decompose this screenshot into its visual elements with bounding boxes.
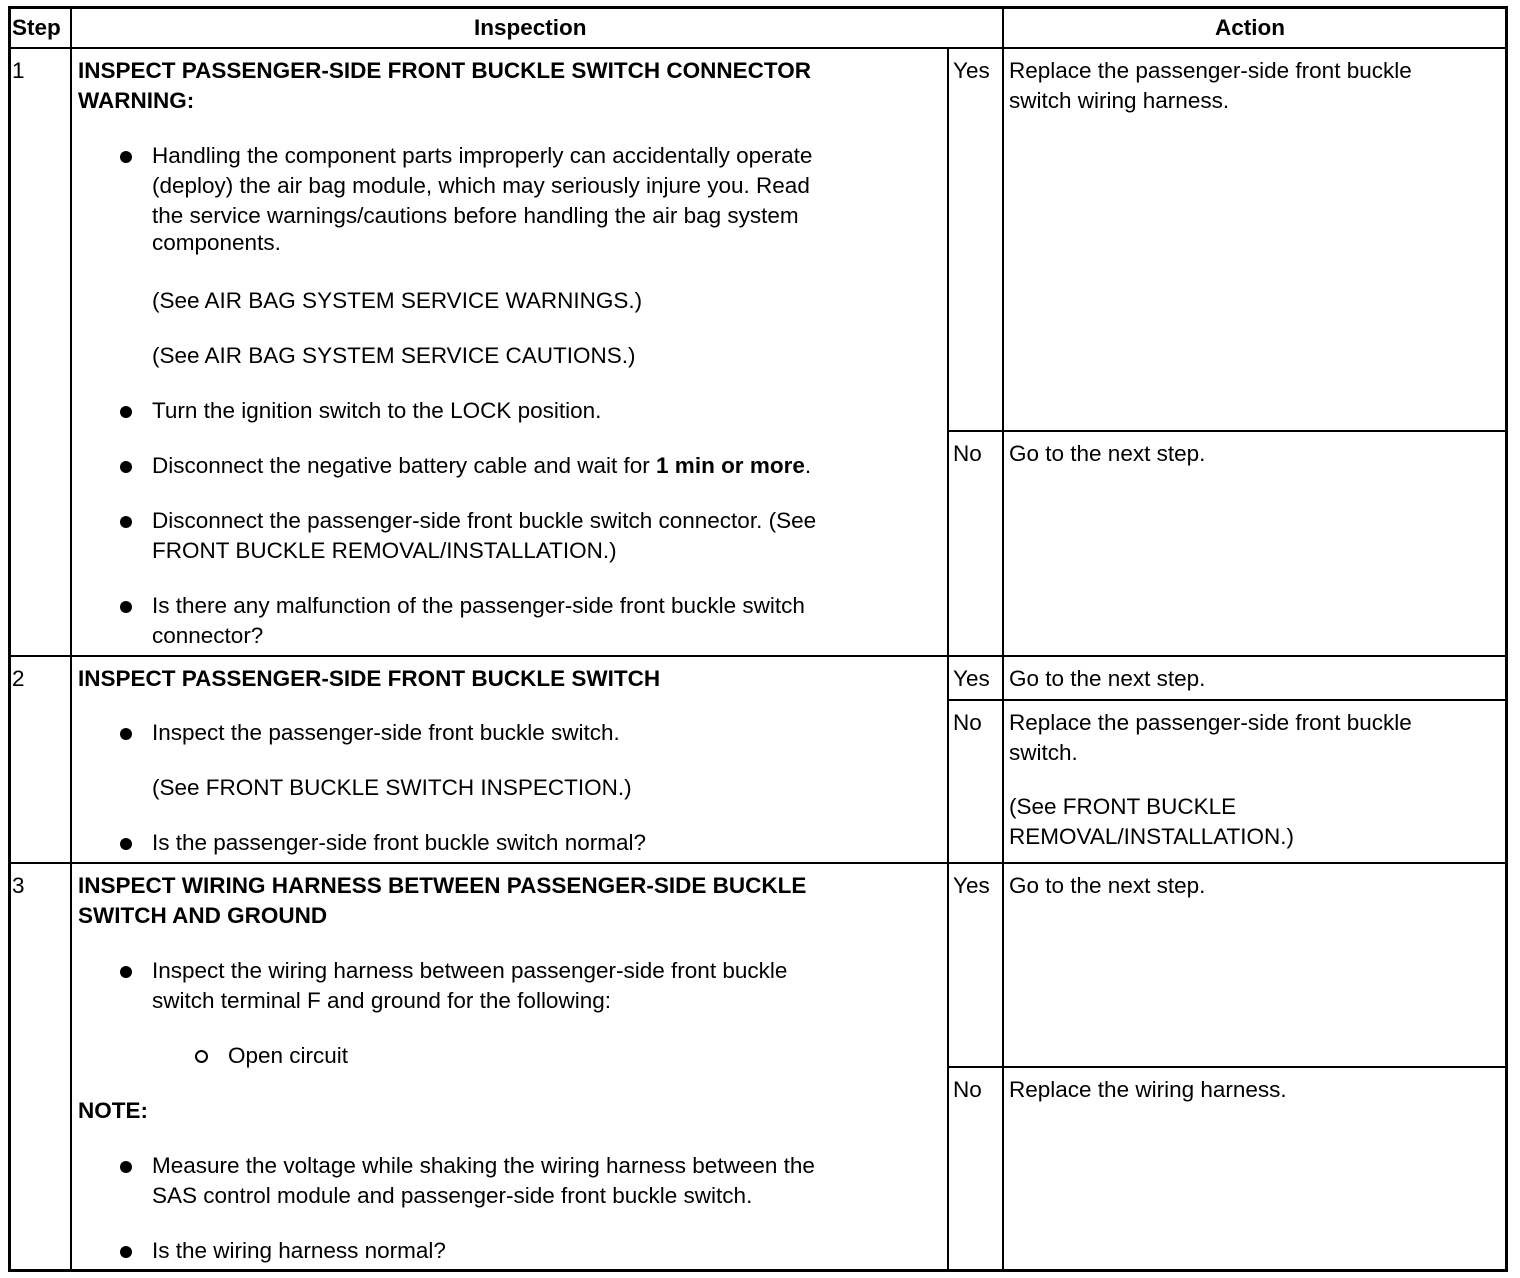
step3-title: SWITCH AND GROUND — [78, 903, 328, 928]
step2-question: Is the passenger-side front buckle switch normal? — [152, 830, 646, 855]
step1-no-label: No — [953, 441, 982, 466]
step1-warning-line: components. — [152, 230, 281, 255]
step2-title: INSPECT PASSENGER-SIDE FRONT BUCKLE SWITCH — [78, 666, 661, 691]
step1-yes-no-rule — [948, 430, 1508, 432]
step3-question: Is the wiring harness normal? — [152, 1238, 446, 1263]
step3-number: 3 — [12, 873, 25, 898]
bullet — [120, 516, 132, 528]
step2-no-action: REMOVAL/INSTALLATION.) — [1009, 824, 1295, 849]
step1-connector-instruction: FRONT BUCKLE REMOVAL/INSTALLATION.) — [152, 538, 617, 563]
step1-no-action: Go to the next step. — [1009, 441, 1206, 466]
step1-warning-line: Handling the component parts improperly can accidentally operate — [152, 143, 813, 168]
step1-warning-line: the service warnings/cautions before handling the air bag system — [152, 203, 799, 228]
sub-bullet — [195, 1050, 208, 1063]
action-column-rule — [1002, 6, 1004, 1272]
header-action: Action — [1215, 15, 1285, 40]
step2-no-action: switch. — [1009, 740, 1078, 765]
step2-see-inspection: (See FRONT BUCKLE SWITCH INSPECTION.) — [152, 775, 632, 800]
step2-number: 2 — [12, 666, 25, 691]
step2-yes-label: Yes — [953, 666, 990, 691]
bullet — [120, 151, 132, 163]
step1-battery-instruction — [152, 451, 811, 481]
bullet — [120, 966, 132, 978]
result-column-rule — [947, 48, 949, 1272]
step2-no-action: Replace the passenger-side front buckle — [1009, 710, 1412, 735]
step3-open-circuit: Open circuit — [228, 1043, 349, 1068]
step2-no-label: No — [953, 710, 982, 735]
step3-inspect-instruction: switch terminal F and ground for the following: — [152, 988, 611, 1013]
step1-ignition-instruction: Turn the ignition switch to the LOCK position. — [152, 398, 602, 423]
step2-no-action: (See FRONT BUCKLE — [1009, 794, 1237, 819]
bullet — [120, 406, 132, 418]
bullet — [120, 1246, 132, 1258]
step3-note-text: Measure the voltage while shaking the wiring harness between the — [152, 1153, 815, 1178]
step3-yes-label: Yes — [953, 873, 990, 898]
step3-no-action: Replace the wiring harness. — [1009, 1077, 1287, 1102]
header-step: Step — [12, 15, 61, 40]
step2-inspect-instruction: Inspect the passenger-side front buckle switch. — [152, 720, 620, 745]
bullet — [120, 601, 132, 613]
battery-period: . — [804, 453, 812, 478]
header-rule — [8, 47, 1508, 49]
bullet — [120, 461, 132, 473]
step3-note-text: SAS control module and passenger-side front buckle switch. — [152, 1183, 753, 1208]
step2-bottom-rule — [8, 862, 1508, 864]
step1-warning-label: WARNING: — [78, 88, 195, 113]
step1-bottom-rule — [8, 655, 1508, 657]
step1-question: connector? — [152, 623, 264, 648]
step1-see-cautions: (See AIR BAG SYSTEM SERVICE CAUTIONS.) — [152, 343, 636, 368]
step1-connector-instruction: Disconnect the passenger-side front buckle switch connector. (See — [152, 508, 817, 533]
battery-text: Disconnect the negative battery cable and wait for — [152, 453, 657, 478]
step3-inspect-instruction: Inspect the wiring harness between passenger-side front buckle — [152, 958, 788, 983]
step1-see-warnings: (See AIR BAG SYSTEM SERVICE WARNINGS.) — [152, 288, 643, 313]
step3-note-label: NOTE: — [78, 1098, 148, 1123]
step1-yes-label: Yes — [953, 58, 990, 83]
step1-number: 1 — [12, 58, 25, 83]
step1-warning-line: (deploy) the air bag module, which may seriously injure you. Read — [152, 173, 810, 198]
step1-title: INSPECT PASSENGER-SIDE FRONT BUCKLE SWITCH CONNECTOR — [78, 58, 811, 83]
step1-yes-action: Replace the passenger-side front buckle — [1009, 58, 1412, 83]
bullet — [120, 838, 132, 850]
step2-yes-no-rule — [948, 699, 1508, 701]
step3-yes-action: Go to the next step. — [1009, 873, 1206, 898]
bullet — [120, 728, 132, 740]
header-inspection: Inspection — [474, 15, 587, 40]
step3-yes-no-rule — [948, 1066, 1508, 1068]
step1-yes-action: switch wiring harness. — [1009, 88, 1230, 113]
step3-no-label: No — [953, 1077, 982, 1102]
bullet — [120, 1161, 132, 1173]
step1-question: Is there any malfunction of the passenger-side front buckle switch — [152, 593, 805, 618]
battery-time: 1 min or more — [656, 453, 805, 478]
step2-yes-action: Go to the next step. — [1009, 666, 1206, 691]
step-column-rule — [70, 6, 72, 1272]
step3-title: INSPECT WIRING HARNESS BETWEEN PASSENGER-SIDE BUCKLE — [78, 873, 807, 898]
